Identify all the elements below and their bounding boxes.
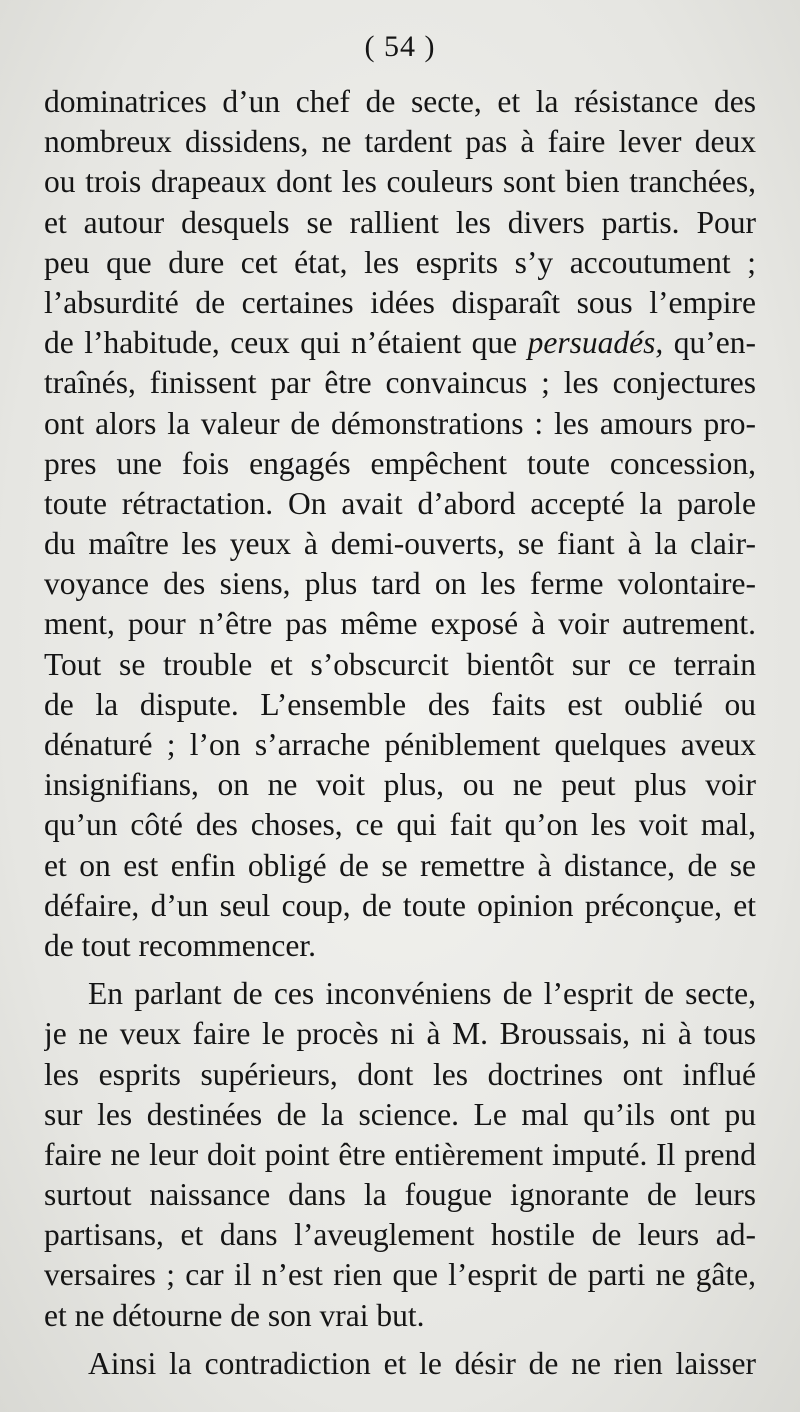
text-line: ont alors la valeur de démonstrations : les amours pro- [44,405,756,441]
text-line: de tout recommencer. [44,927,317,963]
text-line: l’absurdité de certaines idées disparaît sous l’empire [44,284,756,320]
text-line: voyance des siens, plus tard on les ferme volontaire- [44,566,756,602]
text-line: dominatrices d’un chef de secte, et la résistance des [44,84,756,119]
italic-word: persuadés, [527,325,664,361]
text-line: partisans, et dans l’aveuglement hostile de leurs ad- [44,1217,756,1253]
paragraph-gap [44,1336,756,1344]
text-line: et autour desquels se rallient les divers partis. Pour [44,204,756,240]
page-number: ( 54 ) [364,30,436,63]
text-line: et ne détourne de son vrai but. [44,1297,425,1333]
text-line: Ainsi la contradiction et le désir de ne rien laisser [88,1345,756,1381]
text-line: insignifians, on ne voit plus, ou ne peut plus voir [44,767,756,803]
text-line: versaires ; car il n’est rien que l’esprit de parti ne gâte, [44,1257,756,1293]
text-line: sur les destinées de la science. Le mal qu’ils ont pu [44,1096,756,1132]
text-line: pres une fois engagés empêchent toute concession, [44,445,756,481]
text-line: ment, pour n’être pas même exposé à voir autrement. [44,606,756,642]
text-line: Tout se trouble et s’obscurcit bientôt sur ce terrain [44,646,756,682]
text-line: ou trois drapeaux dont les couleurs sont bien tranchées, [44,164,756,200]
paragraph-1 [44,82,756,966]
text-line: En parlant de ces inconvéniens de l’esprit de secte, [88,976,756,1012]
paragraph-3 [44,1344,756,1384]
text-line: les esprits supérieurs, dont les doctrines ont influé [44,1056,756,1092]
text-line: qu’un côté des choses, ce qui fait qu’on les voit mal, [44,807,756,843]
text-line: surtout naissance dans la fougue ignorante de leurs [44,1177,756,1213]
body-text [44,82,756,1384]
text-line: peu que dure cet état, les esprits s’y accoutument ; [44,244,756,280]
text-line: faire ne leur doit point être entièrement imputé. Il prend [44,1136,756,1172]
text-line: dénaturé ; l’on s’arrache péniblement quelques aveux [44,727,756,762]
text-line: je ne veux faire le procès ni à M. Broussais, ni à tous [44,1016,756,1052]
text-line: toute rétractation. On avait d’abord accepté la parole [44,485,756,521]
paragraph-gap [44,966,756,974]
text-line: du maître les yeux à demi-ouverts, se fiant à la clair- [44,526,756,562]
text-line: traînés, finissent par être convaincus ; les conjectures [44,365,756,401]
text-line: de la dispute. L’ensemble des faits est oublié ou [44,686,756,722]
text-line: et on est enfin obligé de se remettre à distance, de se [44,847,756,883]
text-line-with-italic: de l’habitude, ceux qui n’étaient que persuadés, qu’en- [44,325,756,361]
paragraph-2 [44,974,756,1336]
text-line: nombreux dissidens, ne tardent pas à faire lever deux [44,124,756,160]
text-line: défaire, d’un seul coup, de toute opinion préconçue, et [44,887,756,923]
